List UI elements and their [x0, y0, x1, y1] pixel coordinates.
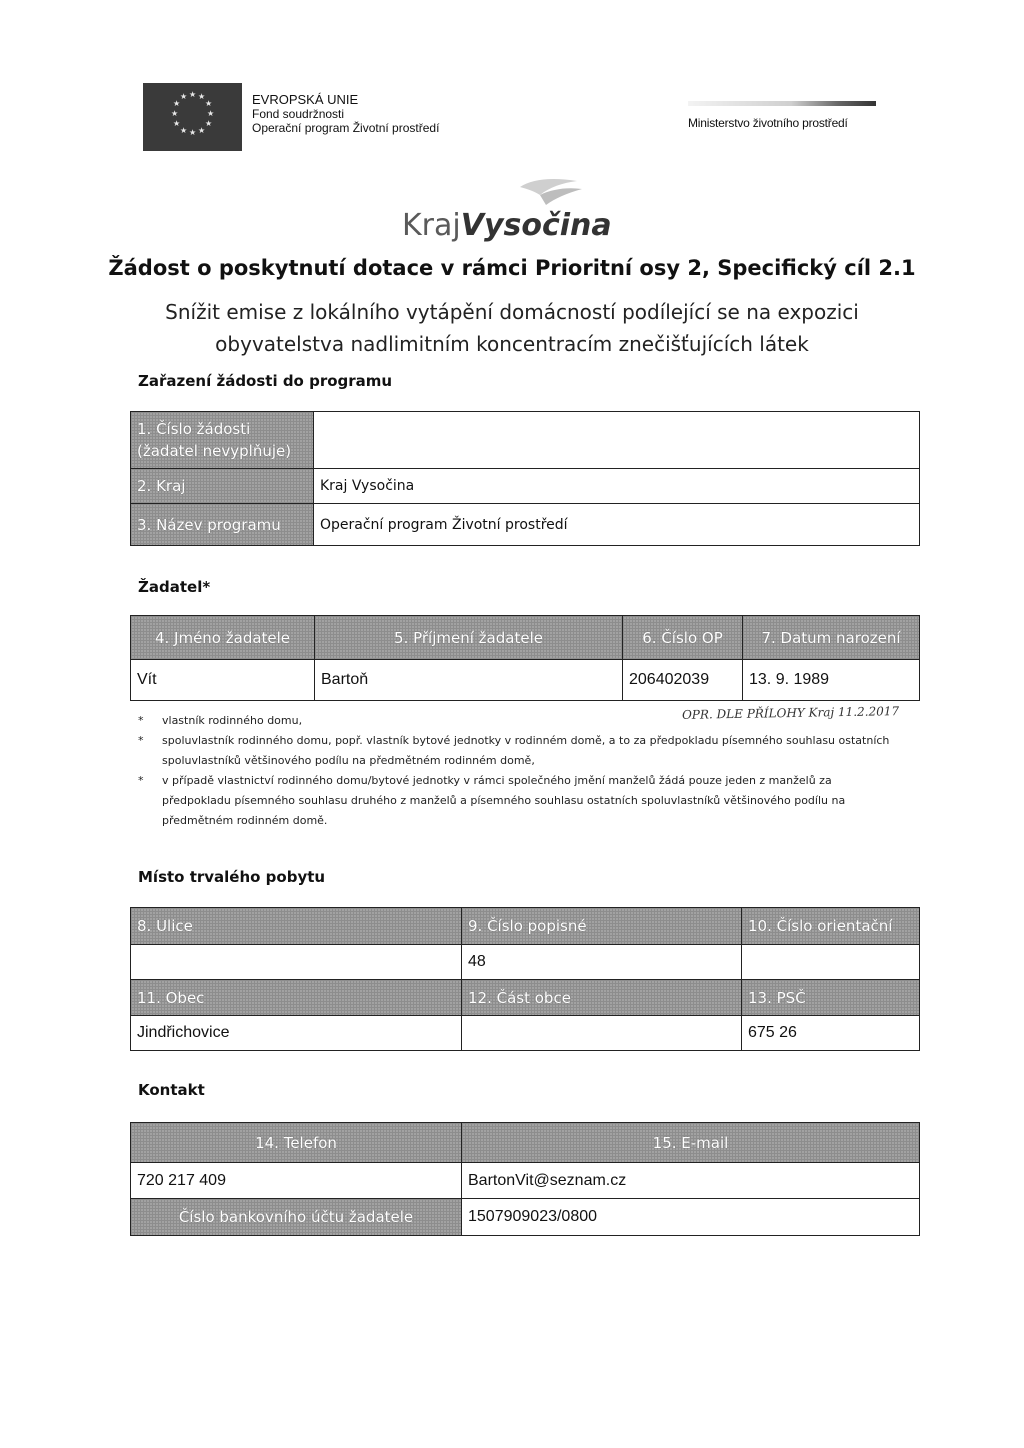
svg-text:★: ★ [207, 109, 215, 118]
note-bullet: * [138, 734, 144, 747]
house-number-field[interactable]: 48 [462, 945, 742, 980]
note-co-owner [138, 731, 898, 771]
street-label: 8. Ulice [131, 908, 462, 945]
first-name-field[interactable]: Vít [131, 660, 315, 701]
municipality-label: 11. Obec [131, 980, 462, 1016]
orientation-number-field[interactable] [742, 945, 920, 980]
ministry-name: Ministerstvo životního prostředí [688, 116, 848, 130]
district-label: 12. Část obce [462, 980, 742, 1016]
birth-date-field[interactable]: 13. 9. 1989 [743, 660, 920, 701]
address-value-row-1 [131, 945, 920, 980]
note-bullet: * [138, 714, 144, 727]
contact-table [130, 1122, 920, 1236]
phone-field[interactable]: 720 217 409 [131, 1163, 462, 1199]
application-number-label-line2: (žadatel nevyplňuje) [137, 442, 292, 460]
svg-text:★: ★ [180, 126, 188, 135]
application-number-label-line1: 1. Číslo žádosti [137, 420, 251, 438]
applicant-notes [138, 711, 898, 831]
birth-date-label: 7. Datum narození [743, 616, 920, 660]
svg-text:★: ★ [205, 119, 213, 128]
last-name-label: 5. Příjmení žadatele [315, 616, 623, 660]
form-title: Žádost o poskytnutí dotace v rámci Prioritní osy 2, Specifický cíl 2.1 [108, 256, 916, 280]
form-subtitle [0, 296, 1024, 360]
svg-text:★: ★ [198, 126, 206, 135]
email-label: 15. E-mail [462, 1123, 920, 1163]
contact-header-row [131, 1123, 920, 1163]
address-value-row-2 [131, 1016, 920, 1051]
municipality-field[interactable]: Jindřichovice [131, 1016, 462, 1051]
note-bullet: * [138, 774, 144, 787]
region-logo-vysocina: Vysočina [460, 208, 612, 243]
program-row-program-name [131, 504, 920, 546]
id-card-number-field[interactable]: 206402039 [623, 660, 743, 701]
eu-flag-logo [143, 83, 242, 151]
program-row-application-number [131, 412, 920, 469]
first-name-label: 4. Jméno žadatele [131, 616, 315, 660]
applicant-header-row [131, 616, 920, 660]
address-table [130, 907, 920, 1051]
applicant-table [130, 615, 920, 701]
eu-title: EVROPSKÁ UNIE [252, 92, 359, 107]
address-header-row-1 [131, 908, 920, 945]
svg-text:★: ★ [171, 109, 179, 118]
last-name-field[interactable]: Bartoň [315, 660, 623, 701]
postal-code-field[interactable]: 675 26 [742, 1016, 920, 1051]
eu-caption [252, 93, 439, 135]
bank-account-field[interactable]: 1507909023/0800 [462, 1199, 920, 1236]
address-section-heading: Místo trvalého pobytu [138, 868, 326, 886]
program-table [130, 411, 920, 546]
note-spouses [138, 771, 898, 831]
postal-code-label: 13. PSČ [742, 980, 920, 1016]
contact-value-row [131, 1163, 920, 1199]
svg-text:★: ★ [189, 128, 197, 137]
svg-text:★: ★ [189, 90, 197, 99]
street-field[interactable] [131, 945, 462, 980]
eu-fund: Fond soudržnosti [252, 107, 345, 121]
svg-text:★: ★ [180, 92, 188, 101]
application-number-label [131, 412, 314, 469]
svg-text:★: ★ [198, 92, 206, 101]
note-owner-text: vlastník rodinného domu, [162, 714, 303, 727]
district-field[interactable] [462, 1016, 742, 1051]
bank-account-row [131, 1199, 920, 1236]
bank-account-label: Číslo bankovního účtu žadatele [131, 1199, 462, 1236]
program-name-label: 3. Název programu [131, 504, 314, 546]
program-name-field[interactable]: Operační program Životní prostředí [314, 504, 920, 546]
applicant-section-heading: Žadatel* [138, 578, 211, 596]
region-label: 2. Kraj [131, 469, 314, 504]
handwritten-correction: OPR. DLE PŘÍLOHY Kraj 11.2.2017 [681, 704, 900, 722]
form-subtitle-line2: obyvatelstva nadlimitním koncentracím znečišťujících látek [215, 332, 809, 356]
region-logo-kraj: Kraj [402, 208, 461, 243]
program-section-heading: Zařazení žádosti do programu [138, 372, 393, 390]
note-co-owner-text: spoluvlastník rodinného domu, popř. vlastník bytové jednotky v rodinném domě, a to za předpokladu písemného souhlasu ostatních spoluvlastníků většinového podílu na předmětném rodinném domě, [162, 734, 890, 767]
region-field[interactable]: Kraj Vysočina [314, 469, 920, 504]
applicant-value-row [131, 660, 920, 701]
svg-text:★: ★ [173, 119, 181, 128]
note-spouses-text: v případě vlastnictví rodinného domu/bytové jednotky v rámci společného jmění manželů žádá pouze jeden z manželů za předpokladu písemného souhlasu druhého z manželů a písemného souhlasu ostatních spoluvlastníků většinového podílu na předmětném rodinném domě. [162, 774, 846, 827]
application-number-field[interactable] [314, 412, 920, 469]
form-subtitle-line1: Snížit emise z lokálního vytápění domácností podílející se na expozici [165, 300, 859, 324]
svg-text:★: ★ [205, 99, 213, 108]
house-number-label: 9. Číslo popisné [462, 908, 742, 945]
contact-section-heading: Kontakt [138, 1081, 205, 1099]
ministry-logo-bar [688, 101, 876, 106]
eu-stars-icon [143, 83, 242, 151]
program-row-region [131, 469, 920, 504]
id-card-number-label: 6. Číslo OP [623, 616, 743, 660]
email-field[interactable]: BartonVit@seznam.cz [462, 1163, 920, 1199]
eu-program: Operační program Životní prostředí [252, 121, 440, 135]
phone-label: 14. Telefon [131, 1123, 462, 1163]
orientation-number-label: 10. Číslo orientační [742, 908, 920, 945]
address-header-row-2 [131, 980, 920, 1016]
svg-text:★: ★ [173, 99, 181, 108]
region-logo-text [402, 208, 612, 243]
